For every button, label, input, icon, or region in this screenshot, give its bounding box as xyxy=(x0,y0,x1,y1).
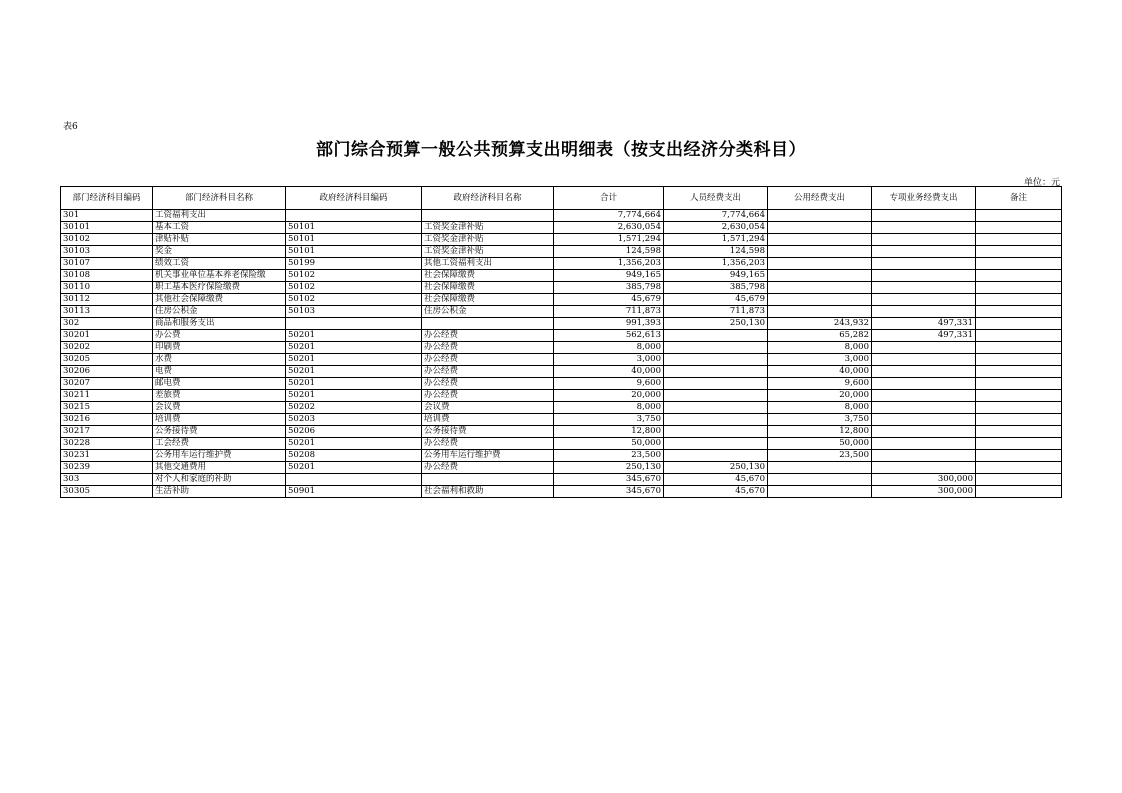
cell-note xyxy=(976,342,1062,354)
cell-total: 385,798 xyxy=(554,282,664,294)
cell-gov-name: 公务接待费 xyxy=(422,426,554,438)
cell-total: 3,750 xyxy=(554,414,664,426)
cell-gov-code: 50208 xyxy=(286,450,422,462)
cell-personnel: 45,679 xyxy=(664,294,768,306)
table-row xyxy=(61,342,1062,354)
cell-dept-name: 工会经费 xyxy=(153,438,286,450)
table-row xyxy=(61,234,1062,246)
cell-gov-name: 办公经费 xyxy=(422,462,554,474)
cell-personnel: 250,130 xyxy=(664,318,768,330)
cell-public: 65,282 xyxy=(768,330,872,342)
cell-special xyxy=(872,462,976,474)
cell-special xyxy=(872,246,976,258)
cell-dept-name: 工资福利支出 xyxy=(153,210,286,222)
cell-gov-name xyxy=(422,318,554,330)
cell-gov-name: 培训费 xyxy=(422,414,554,426)
cell-personnel xyxy=(664,342,768,354)
cell-personnel xyxy=(664,402,768,414)
table-row xyxy=(61,246,1062,258)
cell-gov-name: 社会保障缴费 xyxy=(422,294,554,306)
cell-dept-name: 公务接待费 xyxy=(153,426,286,438)
cell-public: 3,000 xyxy=(768,354,872,366)
cell-total: 345,670 xyxy=(554,474,664,486)
cell-gov-code: 50101 xyxy=(286,222,422,234)
cell-dept-name: 会议费 xyxy=(153,402,286,414)
cell-gov-code: 50199 xyxy=(286,258,422,270)
cell-dept-code: 30231 xyxy=(61,450,153,462)
cell-dept-code: 30211 xyxy=(61,390,153,402)
cell-public xyxy=(768,234,872,246)
table-row xyxy=(61,210,1062,222)
cell-dept-name: 电费 xyxy=(153,366,286,378)
cell-gov-name: 办公经费 xyxy=(422,378,554,390)
cell-dept-name: 印刷费 xyxy=(153,342,286,354)
table-row xyxy=(61,258,1062,270)
cell-special xyxy=(872,282,976,294)
cell-total: 3,000 xyxy=(554,354,664,366)
cell-total: 7,774,664 xyxy=(554,210,664,222)
cell-special: 497,331 xyxy=(872,318,976,330)
cell-gov-code: 50201 xyxy=(286,354,422,366)
cell-total: 45,679 xyxy=(554,294,664,306)
cell-public xyxy=(768,222,872,234)
cell-note xyxy=(976,210,1062,222)
cell-public: 50,000 xyxy=(768,438,872,450)
cell-dept-code: 30215 xyxy=(61,402,153,414)
cell-public: 8,000 xyxy=(768,402,872,414)
header-total: 合计 xyxy=(554,187,664,210)
cell-personnel: 7,774,664 xyxy=(664,210,768,222)
cell-dept-name: 奖金 xyxy=(153,246,286,258)
cell-total: 991,393 xyxy=(554,318,664,330)
cell-total: 562,613 xyxy=(554,330,664,342)
cell-gov-name: 社会福利和救助 xyxy=(422,486,554,498)
cell-public xyxy=(768,462,872,474)
cell-total: 2,630,054 xyxy=(554,222,664,234)
cell-special: 300,000 xyxy=(872,474,976,486)
cell-dept-name: 办公费 xyxy=(153,330,286,342)
cell-note xyxy=(976,294,1062,306)
cell-gov-name: 办公经费 xyxy=(422,354,554,366)
cell-note xyxy=(976,222,1062,234)
cell-personnel: 250,130 xyxy=(664,462,768,474)
cell-public: 40,000 xyxy=(768,366,872,378)
cell-public xyxy=(768,306,872,318)
cell-dept-code: 30217 xyxy=(61,426,153,438)
cell-note xyxy=(976,318,1062,330)
cell-dept-code: 30216 xyxy=(61,414,153,426)
cell-personnel: 385,798 xyxy=(664,282,768,294)
header-note: 备注 xyxy=(976,187,1062,210)
cell-note xyxy=(976,474,1062,486)
header-dept-code: 部门经济科目编码 xyxy=(61,187,153,210)
cell-total: 9,600 xyxy=(554,378,664,390)
cell-note xyxy=(976,378,1062,390)
cell-gov-name: 住房公积金 xyxy=(422,306,554,318)
table-row xyxy=(61,390,1062,402)
cell-dept-code: 30101 xyxy=(61,222,153,234)
cell-dept-code: 30239 xyxy=(61,462,153,474)
cell-dept-name: 机关事业单位基本养老保险缴 xyxy=(153,270,286,282)
cell-gov-code: 50203 xyxy=(286,414,422,426)
cell-gov-name: 办公经费 xyxy=(422,438,554,450)
cell-special xyxy=(872,258,976,270)
header-gov-name: 政府经济科目名称 xyxy=(422,187,554,210)
table-row xyxy=(61,426,1062,438)
cell-total: 711,873 xyxy=(554,306,664,318)
table-row xyxy=(61,450,1062,462)
cell-note xyxy=(976,246,1062,258)
cell-gov-code: 50201 xyxy=(286,390,422,402)
cell-gov-name: 工资奖金津补贴 xyxy=(422,246,554,258)
unit-label: 单位：元 xyxy=(1023,178,1060,188)
cell-gov-code: 50201 xyxy=(286,366,422,378)
table-row xyxy=(61,366,1062,378)
cell-total: 23,500 xyxy=(554,450,664,462)
cell-gov-name: 会议费 xyxy=(422,402,554,414)
cell-dept-code: 30305 xyxy=(61,486,153,498)
page-title: 部门综合预算一般公共预算支出明细表（按支出经济分类科目） xyxy=(316,140,806,160)
cell-public xyxy=(768,486,872,498)
cell-gov-code: 50206 xyxy=(286,426,422,438)
cell-personnel: 949,165 xyxy=(664,270,768,282)
cell-gov-name: 社会保障缴费 xyxy=(422,282,554,294)
cell-public xyxy=(768,270,872,282)
cell-special xyxy=(872,438,976,450)
cell-personnel xyxy=(664,354,768,366)
cell-special xyxy=(872,294,976,306)
table-row xyxy=(61,294,1062,306)
cell-dept-code: 30113 xyxy=(61,306,153,318)
cell-personnel xyxy=(664,366,768,378)
table-row xyxy=(61,414,1062,426)
table-row xyxy=(61,330,1062,342)
cell-personnel xyxy=(664,390,768,402)
cell-dept-name: 培训费 xyxy=(153,414,286,426)
cell-gov-code: 50201 xyxy=(286,378,422,390)
header-row xyxy=(61,187,1062,210)
cell-gov-code: 50201 xyxy=(286,330,422,342)
cell-personnel: 1,356,203 xyxy=(664,258,768,270)
header-personnel: 人员经费支出 xyxy=(664,187,768,210)
cell-public xyxy=(768,282,872,294)
cell-dept-code: 30107 xyxy=(61,258,153,270)
expenditure-table xyxy=(60,186,1062,498)
cell-gov-code xyxy=(286,474,422,486)
cell-note xyxy=(976,366,1062,378)
table-row xyxy=(61,318,1062,330)
cell-special xyxy=(872,366,976,378)
cell-special xyxy=(872,402,976,414)
cell-public: 8,000 xyxy=(768,342,872,354)
cell-personnel: 2,630,054 xyxy=(664,222,768,234)
cell-dept-code: 30206 xyxy=(61,366,153,378)
table-row xyxy=(61,402,1062,414)
cell-dept-name: 商品和服务支出 xyxy=(153,318,286,330)
cell-gov-name xyxy=(422,474,554,486)
cell-public xyxy=(768,258,872,270)
cell-total: 1,571,294 xyxy=(554,234,664,246)
cell-dept-code: 301 xyxy=(61,210,153,222)
table-row xyxy=(61,378,1062,390)
cell-public: 3,750 xyxy=(768,414,872,426)
cell-personnel: 45,670 xyxy=(664,474,768,486)
cell-public: 20,000 xyxy=(768,390,872,402)
cell-gov-name: 工资奖金津补贴 xyxy=(422,234,554,246)
cell-personnel xyxy=(664,330,768,342)
cell-total: 124,598 xyxy=(554,246,664,258)
table-row xyxy=(61,282,1062,294)
cell-public: 23,500 xyxy=(768,450,872,462)
cell-personnel xyxy=(664,450,768,462)
cell-gov-name xyxy=(422,210,554,222)
cell-total: 8,000 xyxy=(554,402,664,414)
table-row xyxy=(61,222,1062,234)
cell-personnel xyxy=(664,438,768,450)
cell-total: 20,000 xyxy=(554,390,664,402)
cell-special xyxy=(872,378,976,390)
cell-dept-name: 公务用车运行维护费 xyxy=(153,450,286,462)
cell-dept-name: 绩效工资 xyxy=(153,258,286,270)
cell-gov-code: 50102 xyxy=(286,294,422,306)
table-number: 表6 xyxy=(63,122,78,132)
cell-note xyxy=(976,486,1062,498)
cell-note xyxy=(976,426,1062,438)
cell-gov-name: 办公经费 xyxy=(422,330,554,342)
cell-gov-code: 50102 xyxy=(286,282,422,294)
cell-gov-code xyxy=(286,318,422,330)
cell-dept-code: 30202 xyxy=(61,342,153,354)
cell-note xyxy=(976,354,1062,366)
cell-dept-name: 其他交通费用 xyxy=(153,462,286,474)
cell-note xyxy=(976,282,1062,294)
cell-total: 250,130 xyxy=(554,462,664,474)
cell-note xyxy=(976,306,1062,318)
cell-note xyxy=(976,390,1062,402)
table-row xyxy=(61,474,1062,486)
cell-dept-code: 30102 xyxy=(61,234,153,246)
cell-note xyxy=(976,402,1062,414)
cell-special: 300,000 xyxy=(872,486,976,498)
cell-public xyxy=(768,294,872,306)
cell-personnel: 45,670 xyxy=(664,486,768,498)
cell-gov-name: 社会保障缴费 xyxy=(422,270,554,282)
table-row xyxy=(61,354,1062,366)
table-body xyxy=(61,210,1062,498)
cell-dept-name: 津贴补贴 xyxy=(153,234,286,246)
cell-personnel xyxy=(664,378,768,390)
header-gov-code: 政府经济科目编码 xyxy=(286,187,422,210)
cell-total: 8,000 xyxy=(554,342,664,354)
cell-special xyxy=(872,306,976,318)
cell-personnel xyxy=(664,414,768,426)
header-dept-name: 部门经济科目名称 xyxy=(153,187,286,210)
cell-dept-name: 职工基本医疗保险缴费 xyxy=(153,282,286,294)
cell-gov-name: 其他工资福利支出 xyxy=(422,258,554,270)
cell-special xyxy=(872,342,976,354)
table-row xyxy=(61,438,1062,450)
cell-dept-code: 30228 xyxy=(61,438,153,450)
table-row xyxy=(61,486,1062,498)
cell-public xyxy=(768,210,872,222)
cell-dept-code: 30205 xyxy=(61,354,153,366)
cell-gov-name: 办公经费 xyxy=(422,366,554,378)
cell-dept-code: 30108 xyxy=(61,270,153,282)
cell-special xyxy=(872,354,976,366)
cell-note xyxy=(976,330,1062,342)
cell-dept-code: 302 xyxy=(61,318,153,330)
cell-total: 12,800 xyxy=(554,426,664,438)
cell-personnel: 124,598 xyxy=(664,246,768,258)
cell-public xyxy=(768,246,872,258)
cell-total: 1,356,203 xyxy=(554,258,664,270)
cell-dept-name: 差旅费 xyxy=(153,390,286,402)
cell-dept-name: 对个人和家庭的补助 xyxy=(153,474,286,486)
cell-gov-code xyxy=(286,210,422,222)
cell-gov-code: 50201 xyxy=(286,342,422,354)
cell-note xyxy=(976,270,1062,282)
cell-special xyxy=(872,270,976,282)
cell-special xyxy=(872,426,976,438)
cell-dept-name: 其他社会保障缴费 xyxy=(153,294,286,306)
cell-dept-code: 303 xyxy=(61,474,153,486)
cell-personnel: 1,571,294 xyxy=(664,234,768,246)
cell-dept-code: 30103 xyxy=(61,246,153,258)
cell-personnel xyxy=(664,426,768,438)
table-row xyxy=(61,306,1062,318)
cell-gov-code: 50901 xyxy=(286,486,422,498)
cell-special xyxy=(872,234,976,246)
cell-personnel: 711,873 xyxy=(664,306,768,318)
cell-gov-code: 50202 xyxy=(286,402,422,414)
cell-gov-code: 50101 xyxy=(286,246,422,258)
cell-gov-name: 办公经费 xyxy=(422,390,554,402)
cell-public: 9,600 xyxy=(768,378,872,390)
cell-note xyxy=(976,258,1062,270)
cell-total: 949,165 xyxy=(554,270,664,282)
cell-public: 12,800 xyxy=(768,426,872,438)
cell-dept-name: 住房公积金 xyxy=(153,306,286,318)
cell-dept-name: 基本工资 xyxy=(153,222,286,234)
cell-note xyxy=(976,414,1062,426)
cell-total: 40,000 xyxy=(554,366,664,378)
cell-gov-name: 公务用车运行维护费 xyxy=(422,450,554,462)
cell-special xyxy=(872,222,976,234)
table-row xyxy=(61,270,1062,282)
header-special: 专项业务经费支出 xyxy=(872,187,976,210)
cell-special xyxy=(872,414,976,426)
cell-dept-code: 30201 xyxy=(61,330,153,342)
cell-total: 50,000 xyxy=(554,438,664,450)
cell-gov-code: 50102 xyxy=(286,270,422,282)
cell-public: 243,932 xyxy=(768,318,872,330)
cell-special xyxy=(872,390,976,402)
cell-dept-code: 30112 xyxy=(61,294,153,306)
header-public: 公用经费支出 xyxy=(768,187,872,210)
cell-note xyxy=(976,234,1062,246)
cell-dept-code: 30207 xyxy=(61,378,153,390)
cell-public xyxy=(768,474,872,486)
cell-gov-code: 50103 xyxy=(286,306,422,318)
cell-dept-name: 生活补助 xyxy=(153,486,286,498)
cell-gov-name: 工资奖金津补贴 xyxy=(422,222,554,234)
cell-gov-code: 50201 xyxy=(286,438,422,450)
cell-total: 345,670 xyxy=(554,486,664,498)
cell-note xyxy=(976,438,1062,450)
cell-dept-code: 30110 xyxy=(61,282,153,294)
cell-note xyxy=(976,450,1062,462)
cell-gov-code: 50101 xyxy=(286,234,422,246)
cell-gov-name: 办公经费 xyxy=(422,342,554,354)
cell-special xyxy=(872,210,976,222)
cell-gov-code: 50201 xyxy=(286,462,422,474)
cell-dept-name: 邮电费 xyxy=(153,378,286,390)
cell-dept-name: 水费 xyxy=(153,354,286,366)
cell-special xyxy=(872,450,976,462)
cell-note xyxy=(976,462,1062,474)
cell-special: 497,331 xyxy=(872,330,976,342)
table-row xyxy=(61,462,1062,474)
